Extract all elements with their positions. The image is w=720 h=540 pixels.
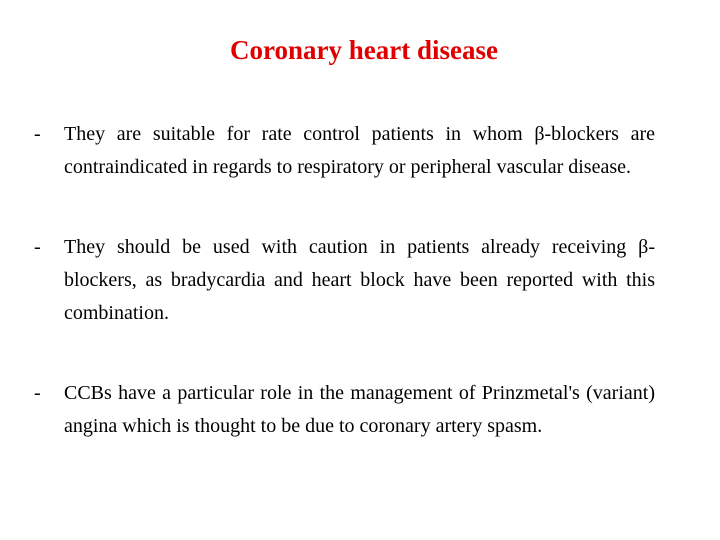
bullet-item [30,377,655,443]
bullet-text: They should be used with caution in patients already receiving β-blockers, as bradycardia and heart block have been reported with this combination. [64,236,655,324]
bullet-marker: - [34,382,41,404]
bullet-item [30,231,655,330]
bullet-marker: - [34,123,41,145]
bullet-list [30,118,655,443]
bullet-text: CCBs have a particular role in the management of Prinzmetal's (variant) angina which is thought to be due to coronary artery spasm. [64,382,655,437]
bullet-marker: - [34,236,41,258]
bullet-item [30,118,655,184]
slide-title: Coronary heart disease [230,35,498,65]
bullet-text: They are suitable for rate control patients in whom β-blockers are contraindicated in regards to respiratory or peripheral vascular disease. [64,123,655,178]
